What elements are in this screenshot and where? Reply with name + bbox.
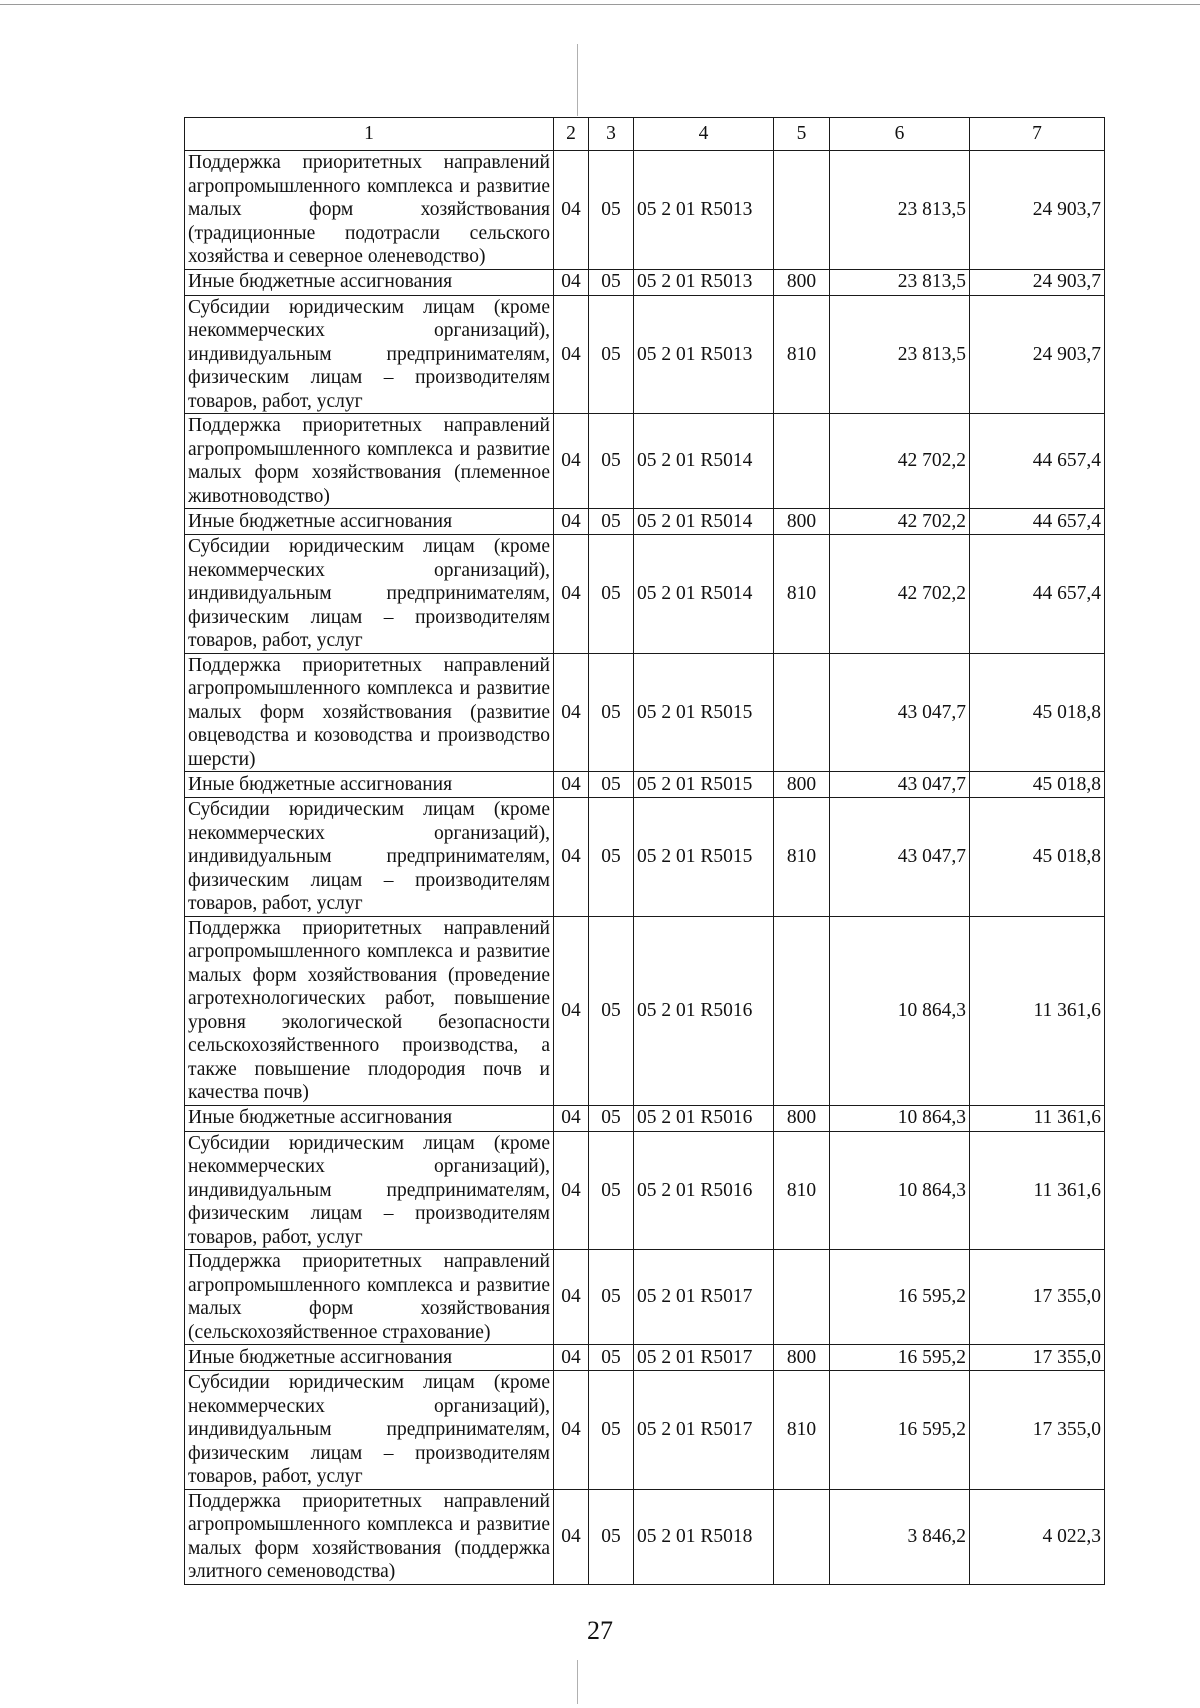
table-row	[185, 1250, 1105, 1345]
row-target-code: 05 2 01 R5016	[634, 1105, 774, 1131]
table-row	[185, 1371, 1105, 1490]
row-amount-1: 10 864,3	[830, 1105, 970, 1131]
row-amount-1: 42 702,2	[830, 414, 970, 509]
row-expense-type	[774, 653, 830, 772]
row-amount-1: 3 846,2	[830, 1489, 970, 1584]
row-expense-type	[774, 1489, 830, 1584]
row-section: 04	[554, 269, 589, 295]
row-target-code: 05 2 01 R5015	[634, 772, 774, 798]
row-name: Субсидии юридическим лицам (кроме некоммерческих организаций), индивидуальным предпринимателям, физическим лицам – производителям товаров, работ, услуг	[185, 295, 554, 414]
row-section: 04	[554, 1345, 589, 1371]
row-expense-type: 810	[774, 1131, 830, 1250]
table-row	[185, 1345, 1105, 1371]
table-row	[185, 414, 1105, 509]
row-name: Поддержка приоритетных направлений агропромышленного комплекса и развитие малых форм хозяйствования (традиционные подотрасли сельского хозяйства и северное оленеводство)	[185, 151, 554, 270]
row-subsection: 05	[589, 1105, 634, 1131]
row-subsection: 05	[589, 269, 634, 295]
column-number-row	[185, 118, 1105, 151]
column-header-2: 2	[554, 118, 589, 151]
row-expense-type: 810	[774, 798, 830, 917]
row-amount-2: 24 903,7	[970, 269, 1105, 295]
row-expense-type: 810	[774, 295, 830, 414]
fold-line-bottom	[577, 1660, 578, 1704]
row-name: Поддержка приоритетных направлений агропромышленного комплекса и развитие малых форм хозяйствования (сельскохозяйственное страхование)	[185, 1250, 554, 1345]
row-name: Иные бюджетные ассигнования	[185, 1105, 554, 1131]
row-subsection: 05	[589, 414, 634, 509]
row-target-code: 05 2 01 R5017	[634, 1250, 774, 1345]
column-header-4: 4	[634, 118, 774, 151]
table-row	[185, 1489, 1105, 1584]
row-subsection: 05	[589, 916, 634, 1105]
row-expense-type: 800	[774, 269, 830, 295]
row-amount-2: 45 018,8	[970, 772, 1105, 798]
row-name: Субсидии юридическим лицам (кроме некоммерческих организаций), индивидуальным предпринимателям, физическим лицам – производителям товаров, работ, услуг	[185, 1131, 554, 1250]
row-name: Поддержка приоритетных направлений агропромышленного комплекса и развитие малых форм хозяйствования (развитие овцеводства и козоводства и производство шерсти)	[185, 653, 554, 772]
row-amount-2: 24 903,7	[970, 151, 1105, 270]
row-section: 04	[554, 1489, 589, 1584]
column-header-6: 6	[830, 118, 970, 151]
row-target-code: 05 2 01 R5017	[634, 1371, 774, 1490]
fold-line-top	[577, 44, 578, 116]
table-row	[185, 1105, 1105, 1131]
row-name: Иные бюджетные ассигнования	[185, 509, 554, 535]
row-section: 04	[554, 1250, 589, 1345]
column-header-3: 3	[589, 118, 634, 151]
row-expense-type: 800	[774, 509, 830, 535]
row-amount-2: 45 018,8	[970, 798, 1105, 917]
row-name: Иные бюджетные ассигнования	[185, 772, 554, 798]
table-row	[185, 798, 1105, 917]
row-name: Поддержка приоритетных направлений агропромышленного комплекса и развитие малых форм хозяйствования (проведение агротехнологических работ, повышение уровня экологической безопасности сельскохозяйственного производства, а также повышение плодородия почв и качества почв)	[185, 916, 554, 1105]
row-target-code: 05 2 01 R5018	[634, 1489, 774, 1584]
row-subsection: 05	[589, 798, 634, 917]
column-header-5: 5	[774, 118, 830, 151]
table-row	[185, 295, 1105, 414]
row-subsection: 05	[589, 1371, 634, 1490]
row-section: 04	[554, 509, 589, 535]
table-row	[185, 151, 1105, 270]
row-subsection: 05	[589, 1131, 634, 1250]
row-expense-type: 810	[774, 535, 830, 654]
row-expense-type	[774, 414, 830, 509]
row-section: 04	[554, 653, 589, 772]
table-row	[185, 509, 1105, 535]
row-name: Субсидии юридическим лицам (кроме некоммерческих организаций), индивидуальным предпринимателям, физическим лицам – производителям товаров, работ, услуг	[185, 1371, 554, 1490]
row-subsection: 05	[589, 509, 634, 535]
row-amount-1: 42 702,2	[830, 509, 970, 535]
row-amount-2: 44 657,4	[970, 535, 1105, 654]
page-number: 27	[587, 1616, 613, 1645]
table-row	[185, 772, 1105, 798]
row-name: Субсидии юридическим лицам (кроме некоммерческих организаций), индивидуальным предпринимателям, физическим лицам – производителям товаров, работ, услуг	[185, 535, 554, 654]
row-subsection: 05	[589, 1345, 634, 1371]
row-target-code: 05 2 01 R5016	[634, 916, 774, 1105]
top-edge-rule	[0, 4, 1200, 5]
row-amount-2: 45 018,8	[970, 653, 1105, 772]
row-expense-type	[774, 151, 830, 270]
row-target-code: 05 2 01 R5015	[634, 653, 774, 772]
row-amount-1: 43 047,7	[830, 772, 970, 798]
row-amount-2: 17 355,0	[970, 1371, 1105, 1490]
row-section: 04	[554, 1371, 589, 1490]
row-amount-1: 16 595,2	[830, 1371, 970, 1490]
row-target-code: 05 2 01 R5013	[634, 269, 774, 295]
table-row	[185, 535, 1105, 654]
row-amount-1: 16 595,2	[830, 1250, 970, 1345]
row-amount-2: 11 361,6	[970, 1105, 1105, 1131]
row-amount-2: 44 657,4	[970, 509, 1105, 535]
row-target-code: 05 2 01 R5017	[634, 1345, 774, 1371]
row-target-code: 05 2 01 R5015	[634, 798, 774, 917]
row-target-code: 05 2 01 R5014	[634, 414, 774, 509]
row-subsection: 05	[589, 653, 634, 772]
row-section: 04	[554, 1131, 589, 1250]
row-amount-2: 17 355,0	[970, 1250, 1105, 1345]
row-target-code: 05 2 01 R5013	[634, 295, 774, 414]
table-row	[185, 269, 1105, 295]
row-expense-type: 800	[774, 1105, 830, 1131]
row-name: Иные бюджетные ассигнования	[185, 269, 554, 295]
row-amount-1: 16 595,2	[830, 1345, 970, 1371]
row-target-code: 05 2 01 R5016	[634, 1131, 774, 1250]
row-expense-type	[774, 916, 830, 1105]
row-section: 04	[554, 772, 589, 798]
row-section: 04	[554, 414, 589, 509]
row-amount-1: 23 813,5	[830, 151, 970, 270]
column-header-1: 1	[185, 118, 554, 151]
table-row	[185, 916, 1105, 1105]
row-subsection: 05	[589, 1489, 634, 1584]
row-subsection: 05	[589, 1250, 634, 1345]
row-expense-type	[774, 1250, 830, 1345]
row-amount-1: 42 702,2	[830, 535, 970, 654]
row-amount-2: 11 361,6	[970, 916, 1105, 1105]
row-amount-1: 23 813,5	[830, 269, 970, 295]
row-amount-2: 44 657,4	[970, 414, 1105, 509]
row-section: 04	[554, 151, 589, 270]
row-expense-type: 800	[774, 1345, 830, 1371]
column-header-7: 7	[970, 118, 1105, 151]
row-amount-1: 10 864,3	[830, 1131, 970, 1250]
row-section: 04	[554, 1105, 589, 1131]
row-target-code: 05 2 01 R5013	[634, 151, 774, 270]
row-amount-2: 17 355,0	[970, 1345, 1105, 1371]
row-name: Поддержка приоритетных направлений агропромышленного комплекса и развитие малых форм хозяйствования (поддержка элитного семеноводства)	[185, 1489, 554, 1584]
row-expense-type: 800	[774, 772, 830, 798]
table-row	[185, 1131, 1105, 1250]
budget-table	[184, 117, 1105, 1585]
row-name: Иные бюджетные ассигнования	[185, 1345, 554, 1371]
row-section: 04	[554, 798, 589, 917]
row-amount-1: 43 047,7	[830, 798, 970, 917]
row-amount-2: 11 361,6	[970, 1131, 1105, 1250]
row-subsection: 05	[589, 295, 634, 414]
row-amount-1: 23 813,5	[830, 295, 970, 414]
row-amount-2: 4 022,3	[970, 1489, 1105, 1584]
row-subsection: 05	[589, 151, 634, 270]
row-subsection: 05	[589, 535, 634, 654]
row-subsection: 05	[589, 772, 634, 798]
row-amount-1: 43 047,7	[830, 653, 970, 772]
row-section: 04	[554, 295, 589, 414]
row-section: 04	[554, 916, 589, 1105]
row-target-code: 05 2 01 R5014	[634, 535, 774, 654]
row-name: Субсидии юридическим лицам (кроме некоммерческих организаций), индивидуальным предпринимателям, физическим лицам – производителям товаров, работ, услуг	[185, 798, 554, 917]
table-row	[185, 653, 1105, 772]
row-amount-2: 24 903,7	[970, 295, 1105, 414]
row-target-code: 05 2 01 R5014	[634, 509, 774, 535]
row-amount-1: 10 864,3	[830, 916, 970, 1105]
row-name: Поддержка приоритетных направлений агропромышленного комплекса и развитие малых форм хозяйствования (племенное животноводство)	[185, 414, 554, 509]
row-section: 04	[554, 535, 589, 654]
row-expense-type: 810	[774, 1371, 830, 1490]
